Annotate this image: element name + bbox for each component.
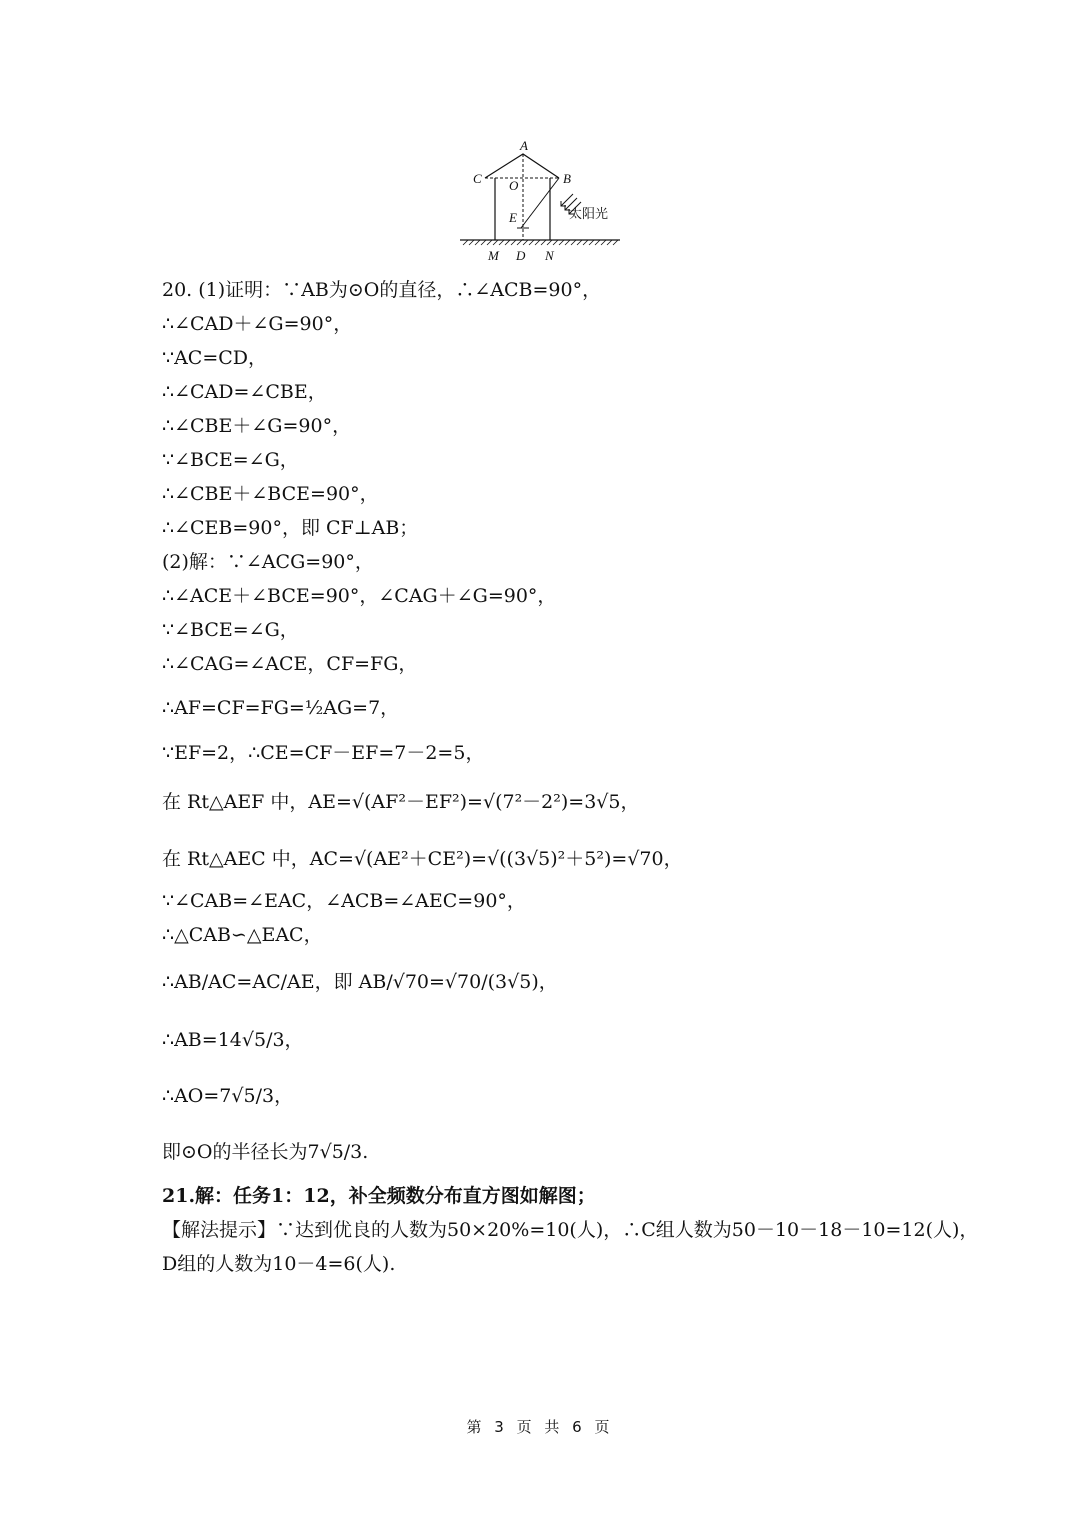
q20-line: 在 Rt△AEC 中，AC=√(AE²＋CE²)=√((3√5)²＋5²)=√70，: [162, 848, 683, 870]
q20-line: ∴AO=7√5/3，: [162, 1085, 294, 1107]
q20-line: ∴∠ACE＋∠BCE=90°，∠CAG＋∠G=90°，: [162, 585, 557, 607]
label-c: C: [473, 171, 482, 186]
q20-line: ∴∠CBE＋∠G=90°，: [162, 415, 352, 437]
q20-line: 在 Rt△AEF 中，AE=√(AF²－EF²)=√(7²－2²)=3√5，: [162, 791, 640, 813]
q20-line: ∴∠CAG=∠ACE，CF=FG，: [162, 653, 418, 675]
q21-header: 21.解：任务1：12，补全频数分布直方图如解图；: [162, 1185, 596, 1207]
label-n: N: [545, 248, 554, 263]
q20-line: (2)解：∵∠ACG=90°，: [162, 551, 374, 573]
page-footer: 第 3 页 共 6 页: [466, 1418, 614, 1436]
sunlight-label: 太阳光: [569, 207, 609, 222]
label-a: A: [520, 138, 528, 153]
q20-line: ∴△CAB∽△EAC，: [162, 924, 323, 946]
label-o: O: [509, 178, 519, 193]
q20-line: ∴AF=CF=FG=½AG=7，: [162, 697, 400, 719]
label-d: D: [516, 248, 526, 263]
q20-line: ∴∠CBE＋∠BCE=90°，: [162, 483, 379, 505]
q20-line: ∴AB=14√5/3，: [162, 1029, 304, 1051]
q21-hint: 【解法提示】∵达到优良的人数为50×20%=10(人)，∴C组人数为50－10－18－10=12(人)，: [162, 1219, 979, 1241]
q20-line: ∵AC=CD，: [162, 347, 268, 369]
q20-line: ∴∠CAD=∠CBE，: [162, 381, 327, 403]
q20-line: ∵∠BCE=∠G，: [162, 619, 299, 641]
label-b: B: [563, 171, 571, 186]
q20-line: ∴AB/AC=AC/AE，即 AB/√70=√70/(3√5)，: [162, 971, 558, 993]
q20-line: ∵∠BCE=∠G，: [162, 449, 299, 471]
label-e: E: [509, 210, 517, 225]
q20-header: 20. (1)证明：∵AB为⊙O的直径，∴∠ACB=90°，: [162, 279, 602, 301]
q20-line: ∴∠CAD＋∠G=90°，: [162, 313, 353, 335]
q20-line: 即⊙O的半径长为7√5/3.: [162, 1141, 369, 1163]
q20-line: ∴∠CEB=90°，即 CF⊥AB；: [162, 517, 419, 539]
q20-line: ∵EF=2，∴CE=CF－EF=7－2=5，: [162, 742, 485, 764]
q21-line: D组的人数为10－4=6(人).: [162, 1253, 396, 1275]
geometry-figure: [455, 138, 635, 264]
label-m: M: [488, 248, 499, 263]
q20-line: ∵∠CAB=∠EAC，∠ACB=∠AEC=90°，: [162, 890, 526, 912]
